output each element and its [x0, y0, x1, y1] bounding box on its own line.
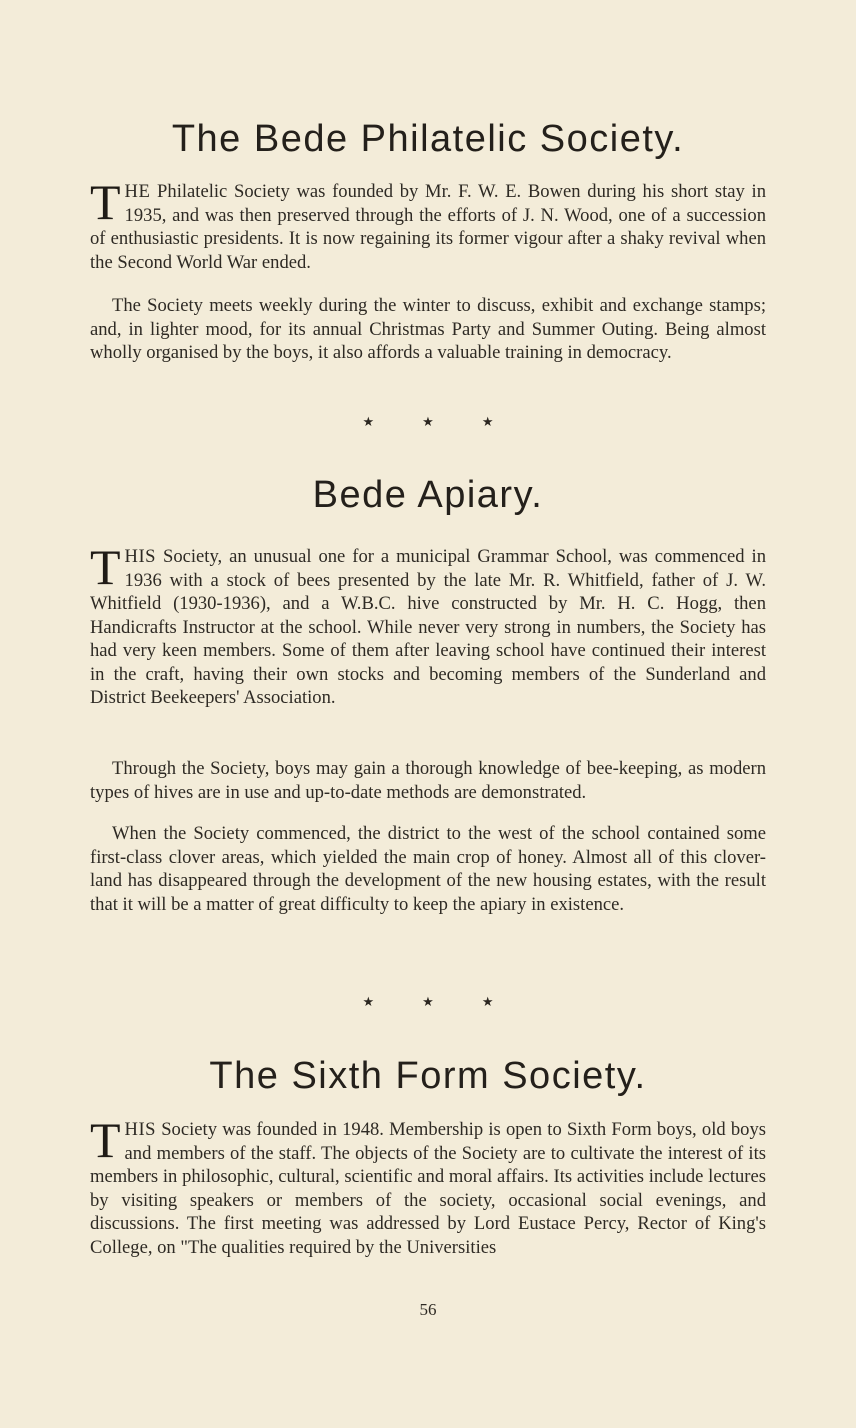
- page-number: 56: [419, 1300, 437, 1319]
- small-caps-lead: HIS: [124, 546, 157, 567]
- apiary-paragraph-2: Through the Society, boys may gain a thorough knowledge of bee-keeping, as modern types of hives are in use and up-to-date methods are demonstrated.: [90, 758, 766, 803]
- star-icon: ★: [422, 994, 434, 1009]
- small-caps-lead: HIS: [124, 1119, 157, 1140]
- star-icon: ★: [481, 994, 494, 1009]
- philatelic-paragraph-1: [90, 174, 766, 274]
- star-icon: ★: [481, 414, 494, 429]
- star-icon: ★: [362, 994, 375, 1009]
- drop-cap: T: [90, 1112, 121, 1168]
- star-icon: ★: [362, 414, 375, 429]
- apiary-paragraph-1: [90, 539, 766, 710]
- philatelic-society-title: The Bede Philatelic Society.: [171, 118, 685, 160]
- document-page: [90, 0, 766, 1428]
- drop-cap: T: [90, 539, 121, 595]
- apiary-title: Bede Apiary.: [312, 474, 544, 516]
- paragraph-text: Society, an unusual one for a municipal Grammar School, was commenced in 1936 with a stock of bees presented by the late Mr. R. Whitfield, father of J. W. Whitfield (1930-1936), and a W.B.C. hive constructed by Mr. H. C. Hogg, then Handicrafts Instructor at the school. While never very strong in numbers, the Society has had very keen members. Some of them after leaving school have continued their interest in the craft, having their own stocks and becoming members of the Sunderland and District Beekeepers' Association.: [90, 546, 766, 708]
- paragraph-text: Philatelic Society was founded by Mr. F. W. E. Bowen during his short stay in 1935, and was then preserved through the efforts of J. N. Wood, one of a succession of enthusiastic presidents. It is now regaining its former vigour after a shaky revival when the Second World War ended.: [90, 181, 766, 273]
- star-icon: ★: [422, 414, 434, 429]
- drop-cap: T: [90, 174, 121, 230]
- apiary-paragraph-3: When the Society commenced, the district to the west of the school contained some first-class clover areas, which yielded the main crop of honey. Almost all of this clover-land has disappeared through the development of the new housing estates, with the result that it will be a matter of great difficulty to keep the apiary in existence.: [90, 823, 766, 915]
- section-divider: [90, 414, 766, 430]
- section-divider: [90, 994, 766, 1010]
- sixth-form-paragraph-1: [90, 1112, 766, 1259]
- small-caps-lead: HE: [124, 181, 151, 202]
- philatelic-paragraph-2: The Society meets weekly during the winter to discuss, exhibit and exchange stamps; and, in lighter mood, for its annual Christmas Party and Summer Outing. Being almost wholly organised by the boys, it also affords a valuable training in democracy.: [90, 295, 766, 363]
- paragraph-text: Society was founded in 1948. Membership is open to Sixth Form boys, old boys and members of the staff. The objects of the Society are to cultivate the interest of its members in philosophic, cultural, scientific and moral affairs. Its activities include lectures by visiting speakers or members of the society, occasional social evenings, and discussions. The first meeting was addressed by Lord Eustace Percy, Rector of King's College, on "The qualities required by the Universities: [90, 1119, 766, 1258]
- sixth-form-society-title: The Sixth Form Society.: [209, 1055, 647, 1097]
